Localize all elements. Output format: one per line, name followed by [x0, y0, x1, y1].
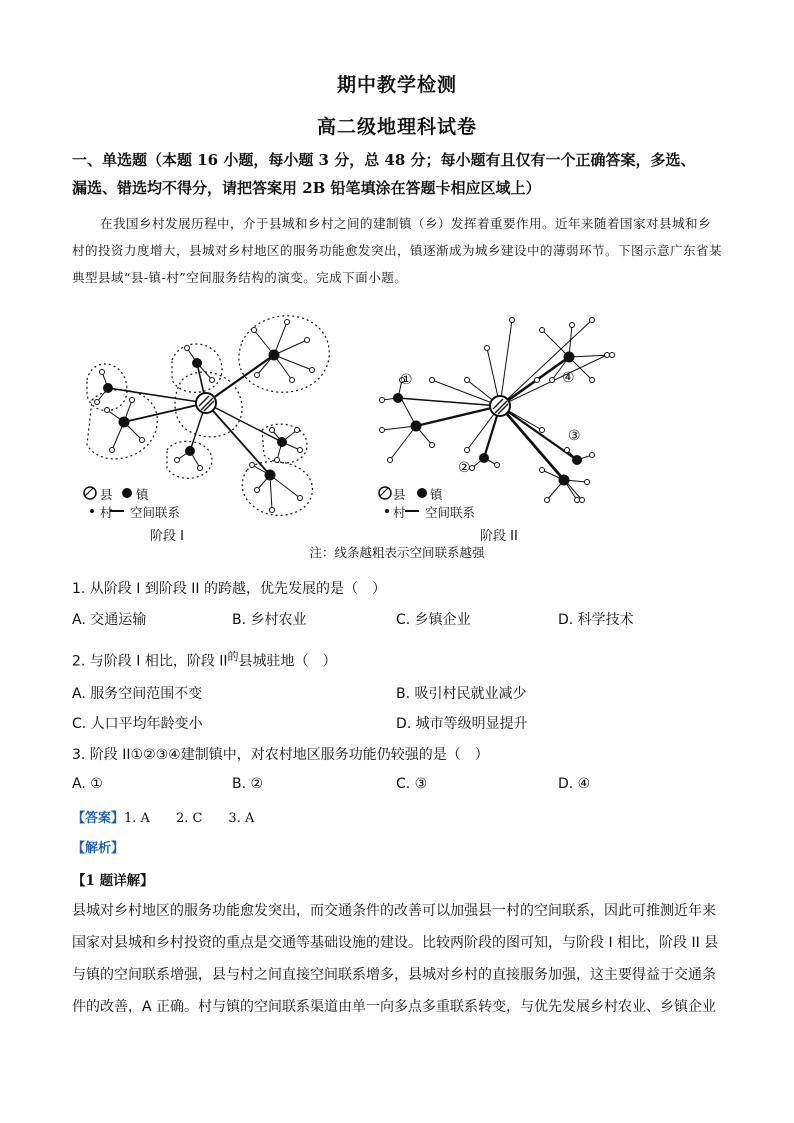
- q2-option-b: B. 吸引村民就业减少: [396, 686, 527, 702]
- legend-village-text-2: 村: [393, 505, 406, 520]
- detail-label: 【1 题详解】: [72, 873, 154, 889]
- page-subtitle: 高二级地理科试卷: [316, 116, 477, 138]
- stage1-label: 阶段 I: [150, 529, 184, 544]
- q2-option-d: D. 城市等级明显提升: [396, 716, 528, 732]
- q1-option-b: B. 乡村农业: [232, 612, 307, 628]
- stage2-label: 阶段 II: [480, 529, 518, 544]
- legend-link-text-2: 空间联系: [425, 505, 476, 520]
- legend-link-text-1: 空间联系: [130, 505, 181, 520]
- label-2: ②: [458, 460, 471, 476]
- label-1: ①: [400, 372, 413, 388]
- label-3: ③: [568, 428, 581, 444]
- q3-option-d: D. ④: [558, 776, 591, 792]
- q3-option-b: B. ②: [232, 776, 264, 792]
- q3-option-c: C. ③: [396, 776, 428, 792]
- q1-option-a: A. 交通运输: [72, 612, 147, 628]
- analysis-label: 【解析】: [72, 841, 125, 856]
- question-1-stem: 1. 从阶段 I 到阶段 II 的跨越，优先发展的是（ ）: [72, 581, 386, 597]
- q2-option-c: C. 人口平均年龄变小: [72, 716, 203, 732]
- section-heading: [72, 146, 732, 202]
- section-heading-line2: 漏选、错选均不得分，请把答案用 2B 铅笔填涂在答题卡相应区域上）: [72, 179, 541, 197]
- legend-county-text-1: 县: [100, 487, 113, 502]
- q2-option-a: A. 服务空间范围不变: [72, 686, 203, 702]
- analysis-line: [72, 837, 124, 856]
- answer-text: 1. A 2. C 3. A: [124, 811, 255, 826]
- page-title: 期中教学检测: [336, 74, 457, 96]
- detail-paragraph: 县城对乡村地区的服务功能愈发突出，而交通条件的改善可以加强县一村的空间联系，因此可推测近年来国家对县城和乡村投资的重点是交通等基础设施的建设。比较两阶段的图可知，与阶段 I 相比，阶段 II 县与镇的空间联系增强，县与村之间直接空间联系增多，县城对乡村的直接服务加强，这主要得益于交通条件的改善，A 正确。村与镇的空间联系渠道由单一向多点多重联系转变，与优先发展乡村农业、乡镇企业: [72, 903, 719, 1015]
- stage1-diagram: [87, 316, 329, 516]
- question-3-stem: 3. 阶段 II①②③④建制镇中，对农村地区服务功能仍较强的是（ ）: [72, 747, 489, 763]
- question-2-stem: [72, 648, 337, 671]
- answer-line: [72, 807, 254, 826]
- q3-option-a: A. ①: [72, 776, 103, 792]
- section-heading-line1: 一、单选题（本题 16 小题，每小题 3 分，总 48 分；每小题有且仅有一个正确答案，多选、: [72, 151, 696, 169]
- figure-note: 注：线条越粗表示空间联系越强: [309, 545, 485, 560]
- label-4: ④: [562, 370, 575, 386]
- answer-label: 【答案】: [72, 811, 125, 826]
- q1-option-d: D. 科学技术: [558, 612, 634, 628]
- legend-county-text-2: 县: [393, 487, 406, 502]
- legend-town-text-1: 镇: [136, 487, 149, 502]
- q1-option-c: C. 乡镇企业: [396, 612, 471, 628]
- question-2-stem-a: 2. 与阶段 I 相比，阶段 II: [72, 653, 228, 670]
- intro-paragraph: 在我国乡村发展历程中，介于县城和乡村之间的建制镇（乡）发挥着重要作用。近年来随着国家对县城和乡村的投资力度增大，县城对乡村地区的服务功能愈发突出，镇逐渐成为城乡建设中的薄弱环节。下图示意广东省某典型县域“县-镇-村”空间服务结构的演变。完成下面小题。: [72, 216, 723, 285]
- stage2-nodes: [380, 318, 615, 503]
- legend-village-text-1: 村: [100, 505, 113, 520]
- legend-town-text-2: 镇: [430, 487, 443, 502]
- question-2-stem-b: 县城驻地（ ）: [238, 653, 337, 670]
- question-2-stem-sup: 的: [227, 650, 239, 663]
